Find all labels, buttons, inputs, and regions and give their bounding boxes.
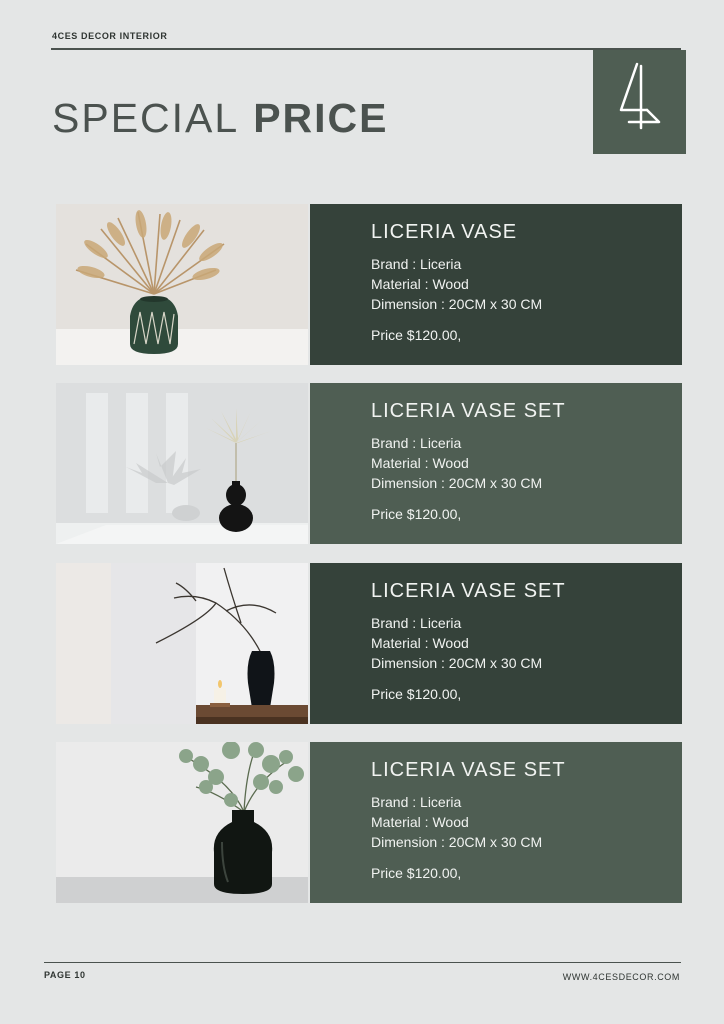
page-number: PAGE 10 xyxy=(44,970,86,980)
product-image xyxy=(56,204,308,365)
product-image xyxy=(56,742,308,903)
product-brand: Brand : Liceria xyxy=(371,794,462,810)
footer-divider xyxy=(44,962,681,963)
product-material: Material : Wood xyxy=(371,276,469,292)
product-dimension: Dimension : 20CM x 30 CM xyxy=(371,296,543,312)
product-dimension: Dimension : 20CM x 30 CM xyxy=(371,475,543,491)
product-price: Price $120.00, xyxy=(371,865,462,881)
product-name: LICERIA VASE xyxy=(371,221,518,243)
product-price: Price $120.00, xyxy=(371,686,462,702)
product-price: Price $120.00, xyxy=(371,327,462,343)
product-brand: Brand : Liceria xyxy=(371,435,462,451)
product-material: Material : Wood xyxy=(371,635,469,651)
header-divider xyxy=(51,48,681,50)
product-name: LICERIA VASE SET xyxy=(371,400,566,422)
title-light: SPECIAL xyxy=(52,95,240,141)
product-info-panel xyxy=(310,383,682,544)
product-info-panel xyxy=(310,742,682,903)
product-card xyxy=(56,742,682,903)
logo xyxy=(593,50,686,154)
4-monogram-icon xyxy=(593,50,686,154)
website-link[interactable]: WWW.4CESDECOR.COM xyxy=(562,972,680,982)
product-brand: Brand : Liceria xyxy=(371,256,462,272)
product-info-panel xyxy=(310,563,682,724)
product-image xyxy=(56,383,308,544)
product-material: Material : Wood xyxy=(371,455,469,471)
product-info-panel xyxy=(310,204,682,365)
product-price: Price $120.00, xyxy=(371,506,462,522)
product-image xyxy=(56,563,308,724)
product-name: LICERIA VASE SET xyxy=(371,759,566,781)
page-title xyxy=(52,94,389,142)
title-bold: PRICE xyxy=(253,95,389,141)
product-card xyxy=(56,563,682,724)
product-card xyxy=(56,204,682,365)
product-material: Material : Wood xyxy=(371,814,469,830)
product-card xyxy=(56,383,682,544)
product-brand: Brand : Liceria xyxy=(371,615,462,631)
product-dimension: Dimension : 20CM x 30 CM xyxy=(371,834,543,850)
product-dimension: Dimension : 20CM x 30 CM xyxy=(371,655,543,671)
brand-name: 4CES DECOR INTERIOR xyxy=(52,31,168,41)
product-name: LICERIA VASE SET xyxy=(371,580,566,602)
